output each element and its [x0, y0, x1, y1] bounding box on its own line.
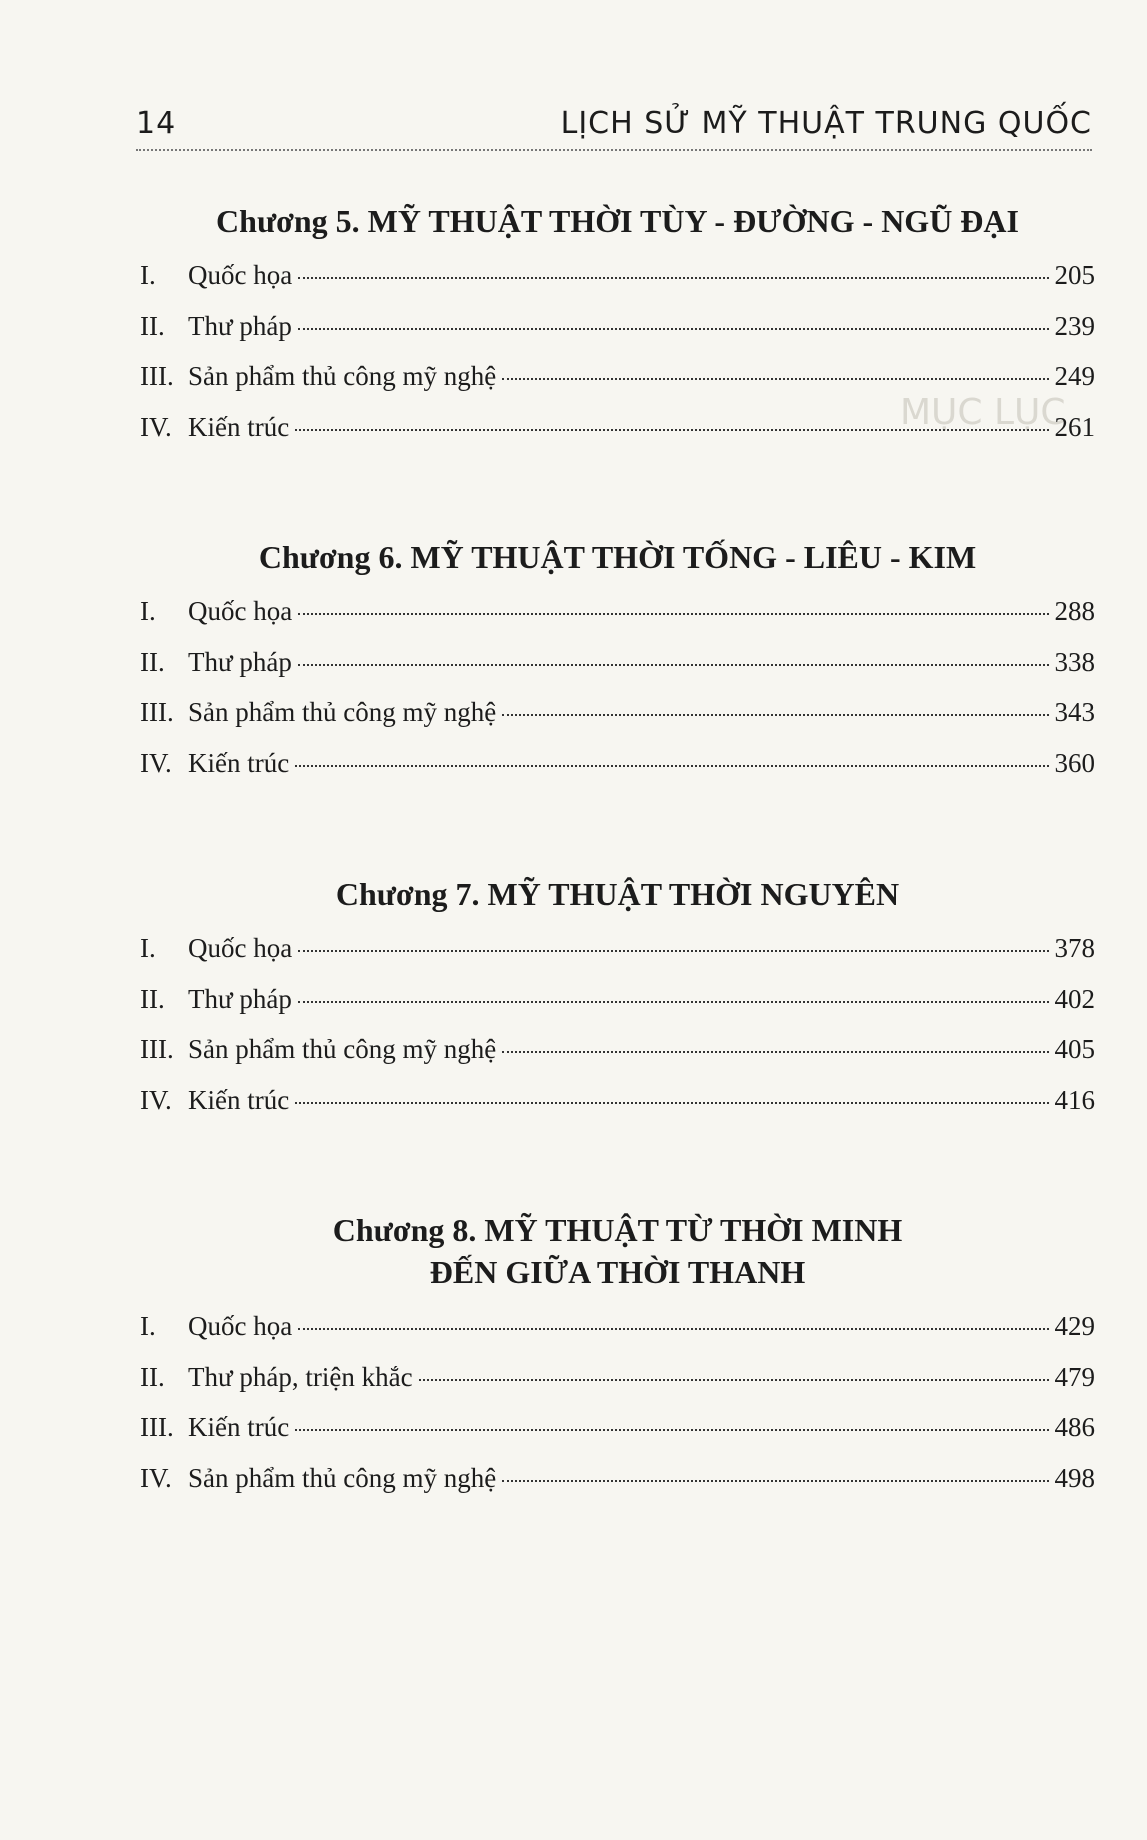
- chapter-6: [140, 536, 1095, 788]
- entry-label: Quốc họa: [188, 1311, 293, 1341]
- entry-number: II.: [140, 646, 165, 677]
- chapter-title: [140, 536, 1095, 578]
- chapter-7: [140, 873, 1095, 1125]
- chapter-title-line: Chương 8. MỸ THUẬT TỪ THỜI MINH: [332, 1212, 903, 1248]
- toc-entry[interactable]: [140, 402, 1095, 453]
- toc-entry[interactable]: [140, 250, 1095, 301]
- toc-entry[interactable]: [140, 637, 1095, 688]
- dot-leader: [295, 765, 1048, 767]
- dot-leader: [502, 1051, 1048, 1053]
- toc-entry[interactable]: [140, 1075, 1095, 1126]
- entry-number: II.: [140, 310, 165, 341]
- entry-page: 261: [1054, 411, 1095, 442]
- entry-page: 486: [1054, 1412, 1095, 1443]
- entry-number: IV.: [140, 1084, 172, 1115]
- dot-leader: [298, 1001, 1049, 1003]
- entry-label: Sản phẩm thủ công mỹ nghệ: [188, 361, 497, 392]
- dot-leader: [298, 277, 1048, 279]
- entry-number: III.: [140, 1034, 174, 1065]
- dot-leader: [298, 950, 1048, 952]
- chapter-title: [140, 1209, 1095, 1293]
- entry-label: Thư pháp: [188, 983, 292, 1014]
- entry-number: IV.: [140, 411, 172, 442]
- page-number: 14: [136, 106, 177, 141]
- entry-number: IV.: [140, 747, 172, 778]
- entry-page: 429: [1054, 1311, 1095, 1341]
- entry-number: I.: [140, 260, 156, 290]
- dot-leader: [295, 1102, 1048, 1104]
- entry-page: 479: [1054, 1361, 1095, 1392]
- entry-label: Thư pháp: [188, 646, 292, 677]
- entry-page: 498: [1054, 1462, 1095, 1493]
- header-rule: [136, 149, 1092, 151]
- chapter-8: [140, 1209, 1095, 1503]
- entry-label: Thư pháp, triện khắc: [188, 1361, 413, 1392]
- toc-entry[interactable]: [140, 687, 1095, 738]
- entry-number: II.: [140, 1361, 165, 1392]
- chapter-5: [140, 200, 1095, 452]
- entry-page: 402: [1054, 983, 1095, 1014]
- toc-entry[interactable]: [140, 301, 1095, 352]
- toc-list: [140, 923, 1095, 1125]
- dot-leader: [298, 328, 1049, 330]
- chapter-title-line: Chương 7. MỸ THUẬT THỜI NGUYÊN: [335, 876, 900, 912]
- dot-leader: [298, 613, 1048, 615]
- dot-leader: [295, 429, 1048, 431]
- toc-entry[interactable]: [140, 1024, 1095, 1075]
- entry-label: Kiến trúc: [188, 1412, 290, 1443]
- dot-leader: [295, 1429, 1048, 1431]
- dot-leader: [298, 664, 1049, 666]
- toc-entry[interactable]: [140, 351, 1095, 402]
- entry-number: II.: [140, 983, 165, 1014]
- entry-page: 249: [1054, 361, 1095, 392]
- entry-label: Sản phẩm thủ công mỹ nghệ: [188, 1034, 497, 1065]
- entry-label: Kiến trúc: [188, 747, 290, 778]
- toc-list: [140, 250, 1095, 452]
- entry-number: I.: [140, 1311, 156, 1341]
- toc-list: [140, 586, 1095, 788]
- chapter-title-line: Chương 6. MỸ THUẬT THỜI TỐNG - LIÊU - KIM: [258, 539, 977, 575]
- entry-label: Thư pháp: [188, 310, 292, 341]
- dot-leader: [502, 378, 1048, 380]
- running-header: [136, 100, 1092, 152]
- entry-label: Quốc họa: [188, 596, 293, 626]
- entry-page: 338: [1054, 646, 1095, 677]
- entry-label: Quốc họa: [188, 933, 293, 963]
- toc-entry[interactable]: [140, 1352, 1095, 1403]
- entry-number: III.: [140, 361, 174, 392]
- dot-leader: [298, 1328, 1048, 1330]
- toc-entry[interactable]: [140, 1301, 1095, 1352]
- entry-number: I.: [140, 596, 156, 626]
- toc-entry[interactable]: [140, 1453, 1095, 1504]
- toc-entry[interactable]: [140, 738, 1095, 789]
- dot-leader: [419, 1379, 1049, 1381]
- toc-entry[interactable]: [140, 586, 1095, 637]
- entry-number: III.: [140, 697, 174, 728]
- entry-page: 288: [1054, 596, 1095, 626]
- chapter-title: [140, 200, 1095, 242]
- entry-label: Sản phẩm thủ công mỹ nghệ: [188, 697, 497, 728]
- toc-entry[interactable]: [140, 923, 1095, 974]
- book-title: LỊCH SỬ MỸ THUẬT TRUNG QUỐC: [560, 106, 1092, 141]
- dot-leader: [502, 714, 1048, 716]
- entry-page: 360: [1054, 747, 1095, 778]
- dot-leader: [502, 1480, 1048, 1482]
- entry-page: 343: [1054, 697, 1095, 728]
- chapter-title-line: ĐẾN GIỮA THỜI THANH: [429, 1254, 806, 1290]
- chapter-title-line: Chương 5. MỸ THUẬT THỜI TÙY - ĐƯỜNG - NGŨ ĐẠI: [216, 203, 1019, 239]
- entry-label: Kiến trúc: [188, 411, 290, 442]
- toc-list: [140, 1301, 1095, 1503]
- show-through-heading: MỤC LỤC: [900, 392, 1066, 433]
- entry-page: 378: [1054, 933, 1095, 963]
- entry-label: Sản phẩm thủ công mỹ nghệ: [188, 1462, 497, 1493]
- entry-page: 239: [1054, 310, 1095, 341]
- entry-label: Kiến trúc: [188, 1084, 290, 1115]
- entry-number: I.: [140, 933, 156, 963]
- entry-page: 205: [1054, 260, 1095, 290]
- toc-entry[interactable]: [140, 974, 1095, 1025]
- entry-page: 405: [1054, 1034, 1095, 1065]
- chapter-title: [140, 873, 1095, 915]
- entry-number: IV.: [140, 1462, 172, 1493]
- entry-number: III.: [140, 1412, 174, 1443]
- toc-entry[interactable]: [140, 1402, 1095, 1453]
- entry-page: 416: [1054, 1084, 1095, 1115]
- entry-label: Quốc họa: [188, 260, 293, 290]
